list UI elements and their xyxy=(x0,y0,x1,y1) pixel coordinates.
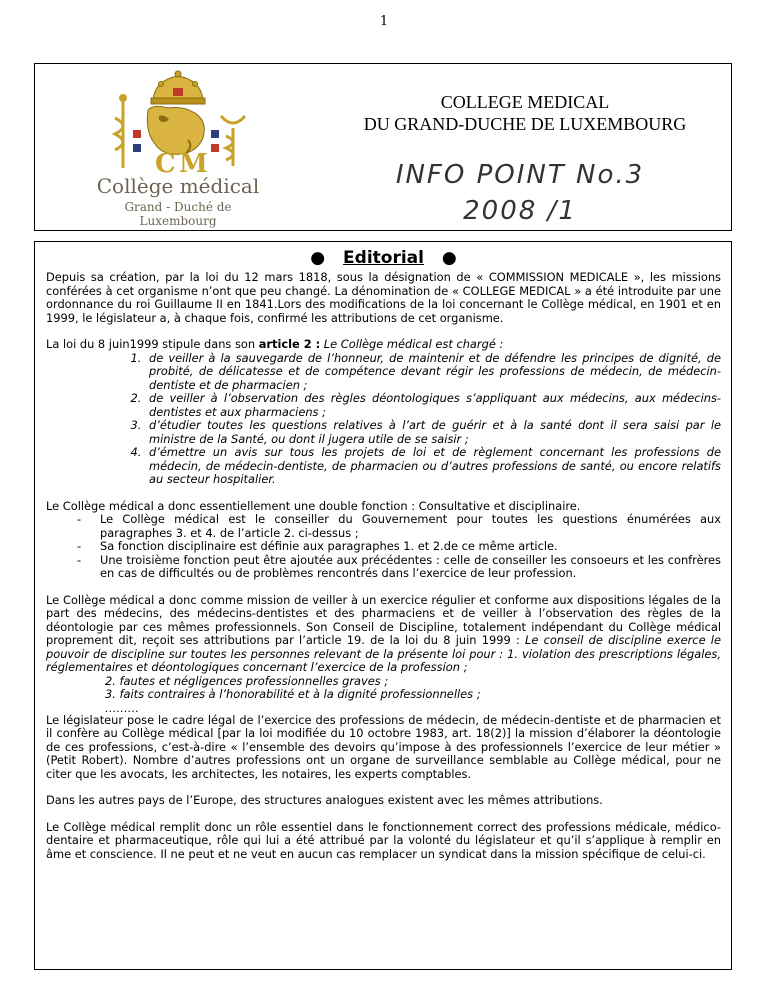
article2-intro-text: La loi du 8 juin1999 stipule dans son xyxy=(46,337,259,351)
paragraph-double-function: Le Collège médical a donc essentiellement une double fonction : Consultative et disciplinaire. xyxy=(46,498,581,513)
issue-number: 2008 /1 xyxy=(463,196,577,226)
info-point-title: INFO POINT No.3 xyxy=(395,160,645,190)
function-list xyxy=(46,513,721,581)
list-item: 3. faits contraires à l’honorabilité et à la dignité professionnelles ; xyxy=(105,687,481,701)
logo-sub-line1: Grand - Duché de xyxy=(124,200,232,214)
org-name-line2: DU GRAND-DUCHE DE LUXEMBOURG xyxy=(363,114,687,134)
svg-text:M: M xyxy=(179,149,208,174)
svg-text:C: C xyxy=(155,149,176,174)
page-number: 1 xyxy=(379,14,389,29)
article2-label: article 2 : xyxy=(258,337,321,351)
article19-list xyxy=(46,675,721,702)
list-item: - Une troisième fonction peut être ajoutée aux précédentes : celle de conseiller les consoeurs et les confrères en cas de difficultés ou de problèmes rencontrés dans l’exercice de leur profession. xyxy=(77,554,721,581)
logo-main-text: Collège médical xyxy=(96,174,260,198)
logo-sub-text xyxy=(93,200,263,228)
ellipsis: ……… xyxy=(105,700,140,715)
editorial-box xyxy=(34,241,732,970)
discipline-italic-text: Le conseil de discipline exerce le pouvoir de discipline sur toutes les personnes relevant de la présente loi pour : 1. violation des prescriptions légales, réglementaires et déontologiques concernant l’exercice de la profession ; xyxy=(46,633,721,674)
editorial-content xyxy=(46,247,721,874)
paragraph-discipline xyxy=(46,594,721,675)
list-item: 3. d’étudier toutes les questions relatives à l’art de guérir et à la santé dont il sera saisi par le ministre de la Santé, ou dont il jugera utile de se saisir ; xyxy=(145,419,721,446)
list-item: 2. fautes et négligences professionnelles graves ; xyxy=(105,673,389,688)
list-item: 4. d’émettre un avis sur tous les projets de loi et de règlement concernant les professions de médecin, de médecin-dentiste, de pharmacien ou d’autres professions de santé, ou encore relatifs au secteur hospitalier. xyxy=(145,446,721,487)
list-item: 1. de veiller à la sauvegarde de l’honneur, de maintenir et de défendre les principes de dignité, de probité, de délicatesse et de compétence devant régir les professions de médecin, de médecin-dentiste et de pharmacien ; xyxy=(145,352,721,393)
list-item: - Sa fonction disciplinaire est définie aux paragraphes 1. et 2.de ce même article. xyxy=(77,540,721,554)
paragraph-history: Depuis sa création, par la loi du 12 mars 1818, sous la désignation de « COMMISSION MEDICALE », les missions conférées à cet organisme n’ont que peu changé. La dénomination de « COLLEGE MEDICAL » a été introduite par une ordonnance du roi Guillaume II en 1841.Lors des modifications de la loi concernant le Collège médical, en 1901 et en 1999, le législateur a, à chaque fois, confirmé les attributions de cet organisme. xyxy=(46,270,721,325)
paragraph-article2-intro xyxy=(46,338,721,352)
logo-sub-line2: Luxembourg xyxy=(139,214,217,228)
list-item: - Le Collège médical est le conseiller du Gouvernement pour toutes les questions énumérées aux paragraphes 3. et 4. de l’article 2. ci-dessus ; xyxy=(77,513,721,540)
editorial-title: Editorial xyxy=(343,248,424,268)
editorial-heading xyxy=(46,247,721,269)
bullet-left: ● xyxy=(310,248,326,268)
bullet-right: ● xyxy=(441,248,457,268)
paragraph-role: Le Collège médical remplit donc un rôle essentiel dans le fonctionnement correct des professions médicale, médico-dentaire et pharmaceutique, rôle qui lui a été attribué par la volonté du législateur et qu’il s’applique à remplir en âme et conscience. Il ne peut et ne veut en aucun cas remplacer un syndicat dans la mission spécifique de celui-ci. xyxy=(46,819,721,861)
org-name-line1: COLLEGE MEDICAL xyxy=(440,92,610,112)
article2-italic-text: Le Collège médical est chargé : xyxy=(320,337,504,351)
list-item: 2. de veiller à l’observation des règles déontologiques s’appliquant aux médecins, aux médecins-dentistes et aux pharmaciens ; xyxy=(145,392,721,419)
college-medical-logo xyxy=(93,70,263,228)
header-box xyxy=(34,63,732,231)
paragraph-legislator: Le législateur pose le cadre légal de l’exercice des professions de médecin, de médecin-dentiste et de pharmacien et il confère au Collège médical [par la loi modifiée du 10 octobre 1983, art. 18(2)] la mission d’élaborer la déontologie de ces professions, c’est-à-dire « l’ensemble des devoirs qu’impose à des professionnels l’exercice de leur métier » (Petit Robert). Nombre d’autres professions ont un organe de surveillance semblable au Collège médical, pour ne citer que les avocats, les architectes, les notaires, les experts comptables. xyxy=(46,712,721,781)
discipline-text: Le Collège médical a donc comme mission de veiller à un exercice régulier et conforme aux dispositions légales de la part des médecins, des médecins-dentistes et des pharmaciens et de veiller à l’observation des règles de la déontologie par ces mêmes professionnels. Son Conseil de Discipline, totalement indépendant du Collège médical proprement dit, reçoit ses attributions par l’article 19. de la loi du 8 juin 1999 : xyxy=(46,592,721,647)
crest-icon xyxy=(93,70,263,174)
paragraph-europe: Dans les autres pays de l’Europe, des structures analogues existent avec les mêmes attributions. xyxy=(46,793,603,807)
article2-list xyxy=(46,352,721,487)
